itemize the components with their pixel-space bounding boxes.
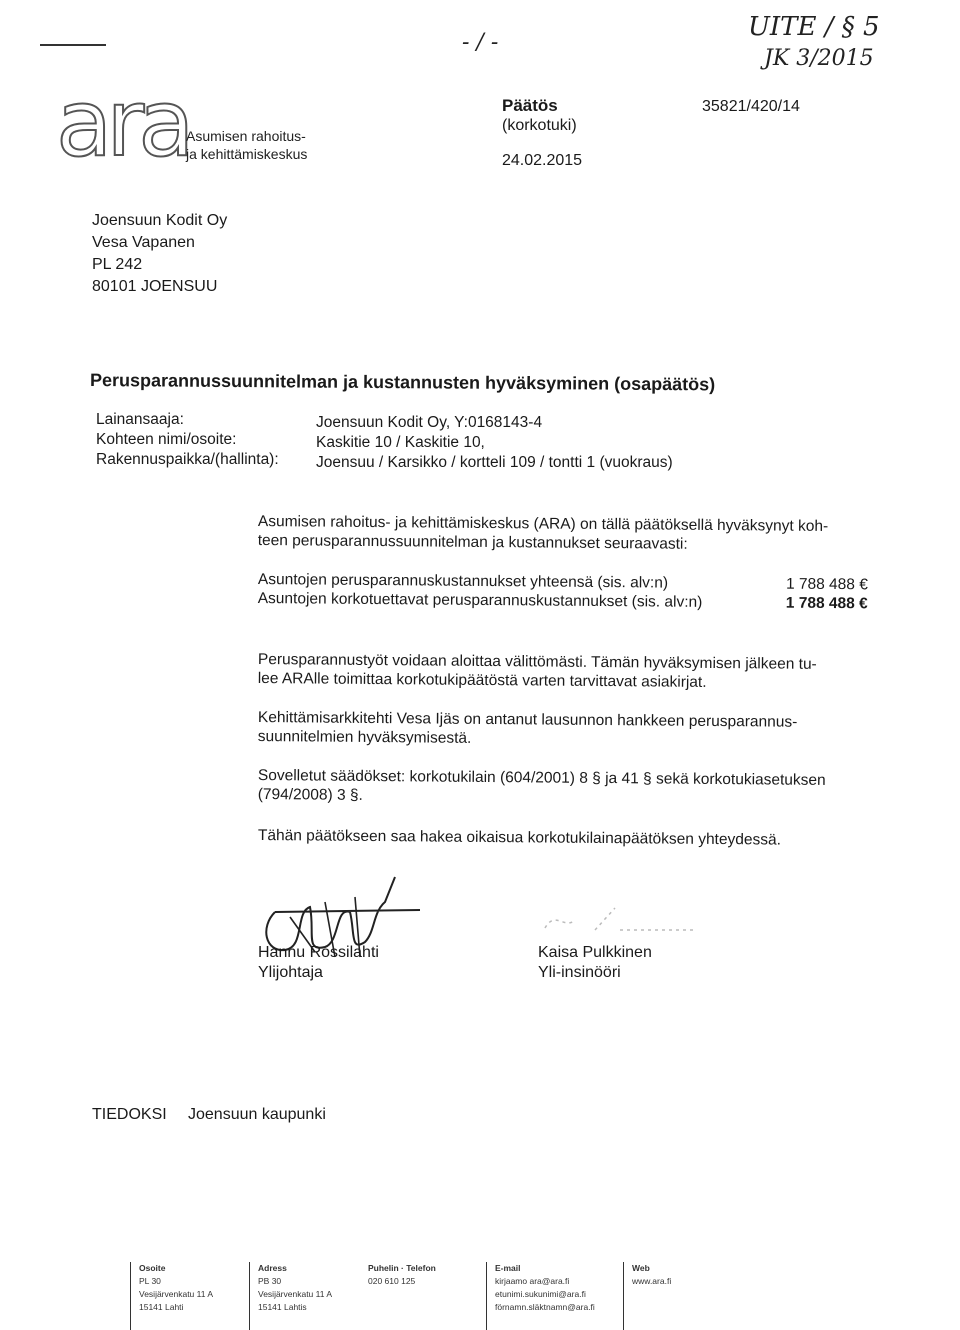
footer-heading: Adress [258,1263,287,1273]
cost-value: 1 788 488 € [785,594,868,613]
document-subtype: (korkotuki) [502,117,577,134]
cost-label: Asuntojen korkotuettavat perusparannuskustannukset (sis. alv:n) [257,589,703,611]
signature-scribble-faint [535,900,705,940]
info-value: Joensuu / Karsikko / kortteli 109 / tontti 1 (vuokraus) [316,454,673,471]
logo-subtitle-line: Asumisen rahoitus- [186,128,306,144]
address-line: PL 242 [92,256,143,273]
logo-subtitle-line: ja kehittämiskeskus [186,146,308,162]
signatory-1 [258,943,379,983]
handwritten-mark: - / - [462,30,499,55]
paragraph-line: (794/2008) 3 §. [257,785,363,804]
signatory-name: Hannu Rossilahti [258,944,379,961]
handwritten-ref: UITE / § 5 [748,12,880,42]
intro-paragraph [258,512,868,555]
address-line: Vesa Vapanen [92,234,195,251]
footer-address-fi [130,1262,249,1330]
paragraph-line: suunnitelmien hyväksymisestä. [257,727,472,747]
footer-line: förnamn.släktnamn@ara.fi [495,1302,595,1312]
footer-address-sv [249,1262,368,1330]
signatory-role: Ylijohtaja [258,964,323,981]
info-label: Lainansaaja: [96,411,184,428]
info-values [316,413,673,473]
recipient-address [92,210,227,298]
paragraph-line: lee ARAlle toimittaa korkotukipäätöstä varten tarvittavat asiakirjat. [257,669,707,691]
handwritten-date: JK 3/2015 [764,46,874,71]
cc-value: Joensuun kaupunki [188,1106,326,1123]
footer-heading: Puhelin · Telefon [368,1263,436,1273]
paragraph-line: Kehittämisarkkitehti Vesa Ijäs on antanut lausunnon hankkeen perusparannus- [257,708,798,731]
cc-label: TIEDOKSI [92,1106,167,1123]
footer-line: 15141 Lahti [139,1302,184,1312]
footer-line: Vesijärvenkatu 11 A [258,1289,333,1299]
paragraph-line: Sovelletut säädökset: korkotukilain (604/2001) 8 § ja 41 § sekä korkotukiasetuksen [257,766,826,789]
ara-logo: ara [56,70,189,177]
signatory-role: Yli-insinööri [538,964,621,981]
footer-line: PB 30 [258,1276,282,1286]
document-date: 24.02.2015 [502,152,583,169]
info-label: Kohteen nimi/osoite: [96,431,237,448]
document-type: Päätös [502,96,558,115]
decision-title: Perusparannussuunnitelman ja kustannusten hyväksyminen (osapäätös) [89,370,716,395]
info-value: Joensuun Kodit Oy, Y:0168143-4 [316,414,543,431]
footer-phone [368,1262,486,1330]
footer-heading: E-mail [495,1263,521,1273]
signatory-name: Kaisa Pulkkinen [538,944,652,961]
handwritten-line [40,44,106,46]
footer-heading: Web [632,1263,650,1273]
address-line: 80101 JOENSUU [92,278,218,295]
footer-email [486,1262,623,1330]
address-line: Joensuun Kodit Oy [92,212,228,229]
footer-line: Vesijärvenkatu 11 A [139,1289,214,1299]
footer-line: 15141 Lahtis [258,1302,307,1312]
document-number: 35821/420/14 [702,98,800,115]
logo-subtitle [186,127,307,163]
info-labels [96,410,279,470]
footer-line: etunimi.sukunimi@ara.fi [495,1289,586,1299]
footer-line: 020 610 125 [368,1276,416,1286]
info-label: Rakennuspaikka/(hallinta): [96,451,279,468]
footer-line[interactable]: www.ara.fi [632,1276,672,1286]
footer-line: PL 30 [139,1276,161,1286]
page-footer [130,1262,722,1330]
cost-table [258,570,868,613]
paragraph-line: Perusparannustyöt voidaan aloittaa välittömästi. Tämän hyväksymisen jälkeen tu- [257,650,817,673]
paragraph-start-work [258,650,868,693]
footer-web [623,1262,722,1330]
cost-label: Asuntojen perusparannuskustannukset yhteensä (sis. alv:n) [257,570,669,592]
paragraph-architect [258,708,868,751]
cost-row [258,589,868,613]
paragraph-line: Tähän päätökseen saa hakea oikaisua korkotukilainapäätöksen yhteydessä. [257,826,782,849]
info-value: Kaskitie 10 / Kaskitie 10, [316,434,485,451]
paragraph-line: Asumisen rahoitus- ja kehittämiskeskus (ARA) on tällä päätöksellä hyväksynyt koh- [257,512,829,535]
paragraph-line: teen perusparannussuunnitelman ja kustannukset seuraavasti: [257,531,688,553]
cost-value: 1 788 488 € [785,575,868,594]
footer-heading: Osoite [139,1263,166,1273]
paragraph-appeal [258,826,868,850]
signatory-2 [538,943,652,983]
footer-line: kirjaamo ara@ara.fi [495,1276,570,1286]
paragraph-regulations [258,766,868,809]
